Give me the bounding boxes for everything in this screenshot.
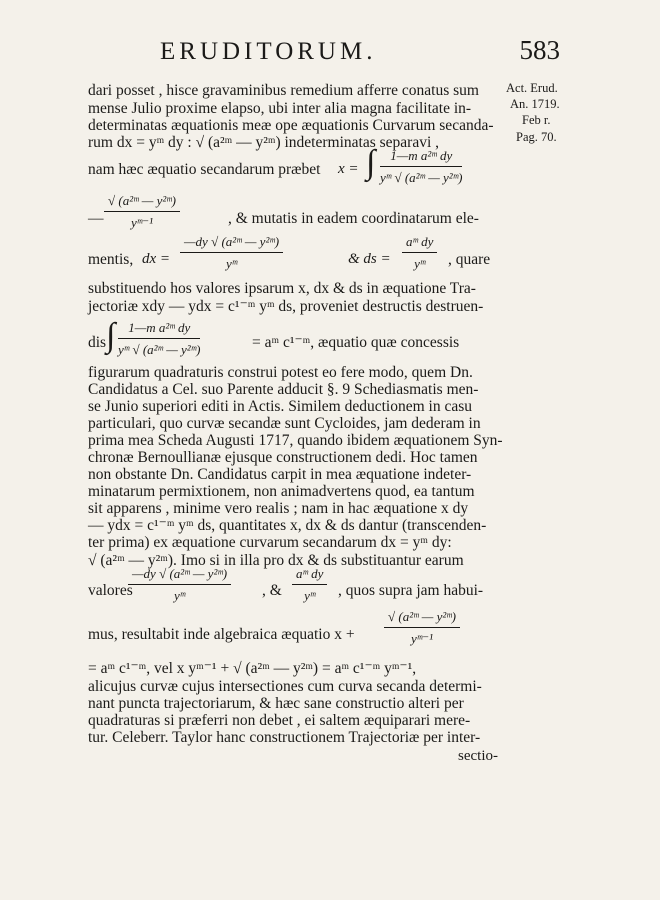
page-number: 583 xyxy=(519,35,560,65)
fraction-numerator: aᵐ dy xyxy=(292,566,327,585)
text-line-28: quadraturas si præferri non debet , ei saltem æquiparari mere- xyxy=(88,712,471,729)
text-line-21: ter prima) ex æquatione curvarum secandarum dx = yᵐ dy: xyxy=(88,534,452,551)
fraction-dx xyxy=(180,234,283,272)
fraction-numerator: aᵐ dy xyxy=(402,234,437,253)
fraction-numerator: 1—m a²ᵐ dy xyxy=(118,320,200,339)
text-line-23-and: , & xyxy=(262,582,282,599)
text-line-4: rum dx = yᵐ dy : √ (a²ᵐ — y²ᵐ) indeterminatas separavi , xyxy=(88,134,440,151)
text-line-14: particulari, quo curvæ secandæ sunt Cycloides, jam dederam in xyxy=(88,415,481,432)
minus-sign: — xyxy=(88,210,104,227)
text-line-27: nant puncta trajectoriarum, & hæc sane constructio alteri per xyxy=(88,695,464,712)
text-line-10-end: = aᵐ c¹⁻ᵐ, æquatio quæ concessis xyxy=(252,334,460,351)
fraction-reduced-integrand xyxy=(118,320,200,358)
text-line-6: , & mutatis in eadem coordinatarum ele- xyxy=(228,210,479,227)
text-line-1: dari posset , hisce gravaminibus remedium afferre conatus sum xyxy=(88,82,479,99)
text-line-24-intro: mus, resultabit inde algebraica æquatio x + xyxy=(88,626,355,643)
text-line-17: non obstante Dn. Candidatus carpit in mea æquatione indeter- xyxy=(88,466,472,483)
text-line-16: chronæ Bernoullianæ ejusque constructionem dedi. Hoc tamen xyxy=(88,449,478,466)
text-line-23-end: , quos supra jam habui- xyxy=(338,582,484,599)
fraction-numerator: 1—m a²ᵐ dy xyxy=(380,148,462,167)
text-line-29: tur. Celeberr. Taylor hanc constructionem Trajectoriæ per inter- xyxy=(88,729,481,746)
fraction-algebraic xyxy=(384,609,460,647)
fraction-denominator: yᵐ xyxy=(173,588,186,603)
catchword: sectio- xyxy=(458,748,498,764)
integral-sign: ∫ xyxy=(366,144,376,181)
fraction-denominator: yᵐ xyxy=(304,588,316,603)
fraction-dx-values xyxy=(128,566,231,604)
margin-note-page: Pag. 70. xyxy=(516,130,557,144)
equation-x-lhs: x = xyxy=(338,161,359,177)
text-line-12: Candidatus a Cel. suo Parente adducit §. 9 Schediasmatis men- xyxy=(88,381,479,398)
integral-sign: ∫ xyxy=(106,317,116,354)
text-line-23-intro: valores xyxy=(88,582,133,599)
fraction-denominator: yᵐ √ (a²ᵐ — y²ᵐ) xyxy=(380,170,463,185)
fraction-sqrt-over-y xyxy=(104,193,180,231)
margin-note-journal: Act. Erud. xyxy=(506,81,558,95)
text-line-10-intro: dis xyxy=(88,334,107,351)
fraction-numerator: √ (a²ᵐ — y²ᵐ) xyxy=(104,193,180,212)
text-line-15: prima mea Scheda Augusti 1717, quando ibidem æquationem Syn- xyxy=(88,432,503,449)
fraction-denominator: yᵐ⁻¹ xyxy=(411,631,433,646)
text-line-22: √ (a²ᵐ — y²ᵐ). Imo si in illa pro dx & ds substituantur earum xyxy=(88,552,464,569)
fraction-ds xyxy=(402,234,437,272)
fraction-denominator: yᵐ⁻¹ xyxy=(131,215,153,230)
margin-note-year: An. 1719. xyxy=(510,97,560,111)
text-line-7-intro: mentis, xyxy=(88,251,134,268)
fraction-numerator: —dy √ (a²ᵐ — y²ᵐ) xyxy=(180,234,283,253)
text-line-20: — ydx = c¹⁻ᵐ yᵐ ds, quantitates x, dx & ds dantur (transcenden- xyxy=(88,517,487,534)
running-title: ERUDITORUM. xyxy=(160,38,377,65)
page-header xyxy=(160,35,560,68)
text-line-7-end: , quare xyxy=(448,251,491,268)
text-line-26: alicujus curvæ cujus intersectiones cum curva secanda determi- xyxy=(88,678,482,695)
text-line-13: se Junio superiori editi in Actis. Similem deductionem in casu xyxy=(88,398,473,415)
fraction-numerator: —dy √ (a²ᵐ — y²ᵐ) xyxy=(128,566,231,585)
text-line-3: determinatas æquationis meæ ope æquationis Curvarum secanda- xyxy=(88,117,494,134)
margin-note-month: Feb r. xyxy=(522,113,551,127)
equation-ds-lhs: & ds = xyxy=(348,251,391,267)
text-line-19: sit apparens , minime vero realis ; nam in hac æquatione x dy xyxy=(88,500,469,517)
fraction-secant-integrand xyxy=(380,148,462,186)
text-line-25: = aᵐ c¹⁻ᵐ, vel x yᵐ⁻¹ + √ (a²ᵐ — y²ᵐ) = aᵐ c¹⁻ᵐ yᵐ⁻¹, xyxy=(88,660,417,677)
text-line-5-intro: nam hæc æquatio secandarum præbet xyxy=(88,161,321,178)
text-line-2: mense Julio proxime elapso, ubi inter alia magna facilitate in- xyxy=(88,100,472,117)
text-line-9: jectoriæ xdy — ydx = c¹⁻ᵐ yᵐ ds, proveniet destructis destruen- xyxy=(88,298,484,315)
fraction-ds-values xyxy=(292,566,327,604)
fraction-denominator: yᵐ √ (a²ᵐ — y²ᵐ) xyxy=(118,342,201,357)
fraction-numerator: √ (a²ᵐ — y²ᵐ) xyxy=(384,609,460,628)
fraction-denominator: yᵐ xyxy=(225,256,238,271)
text-line-11: figurarum quadraturis construi potest eo fere modo, quem Dn. xyxy=(88,364,473,381)
text-line-18: minatarum permixtionem, non animadvertens quod, ea tantum xyxy=(88,483,475,500)
text-line-8: substituendo hos valores ipsarum x, dx & ds in æquatione Tra- xyxy=(88,280,476,297)
fraction-denominator: yᵐ xyxy=(414,256,426,271)
equation-dx-lhs: dx = xyxy=(142,251,171,267)
